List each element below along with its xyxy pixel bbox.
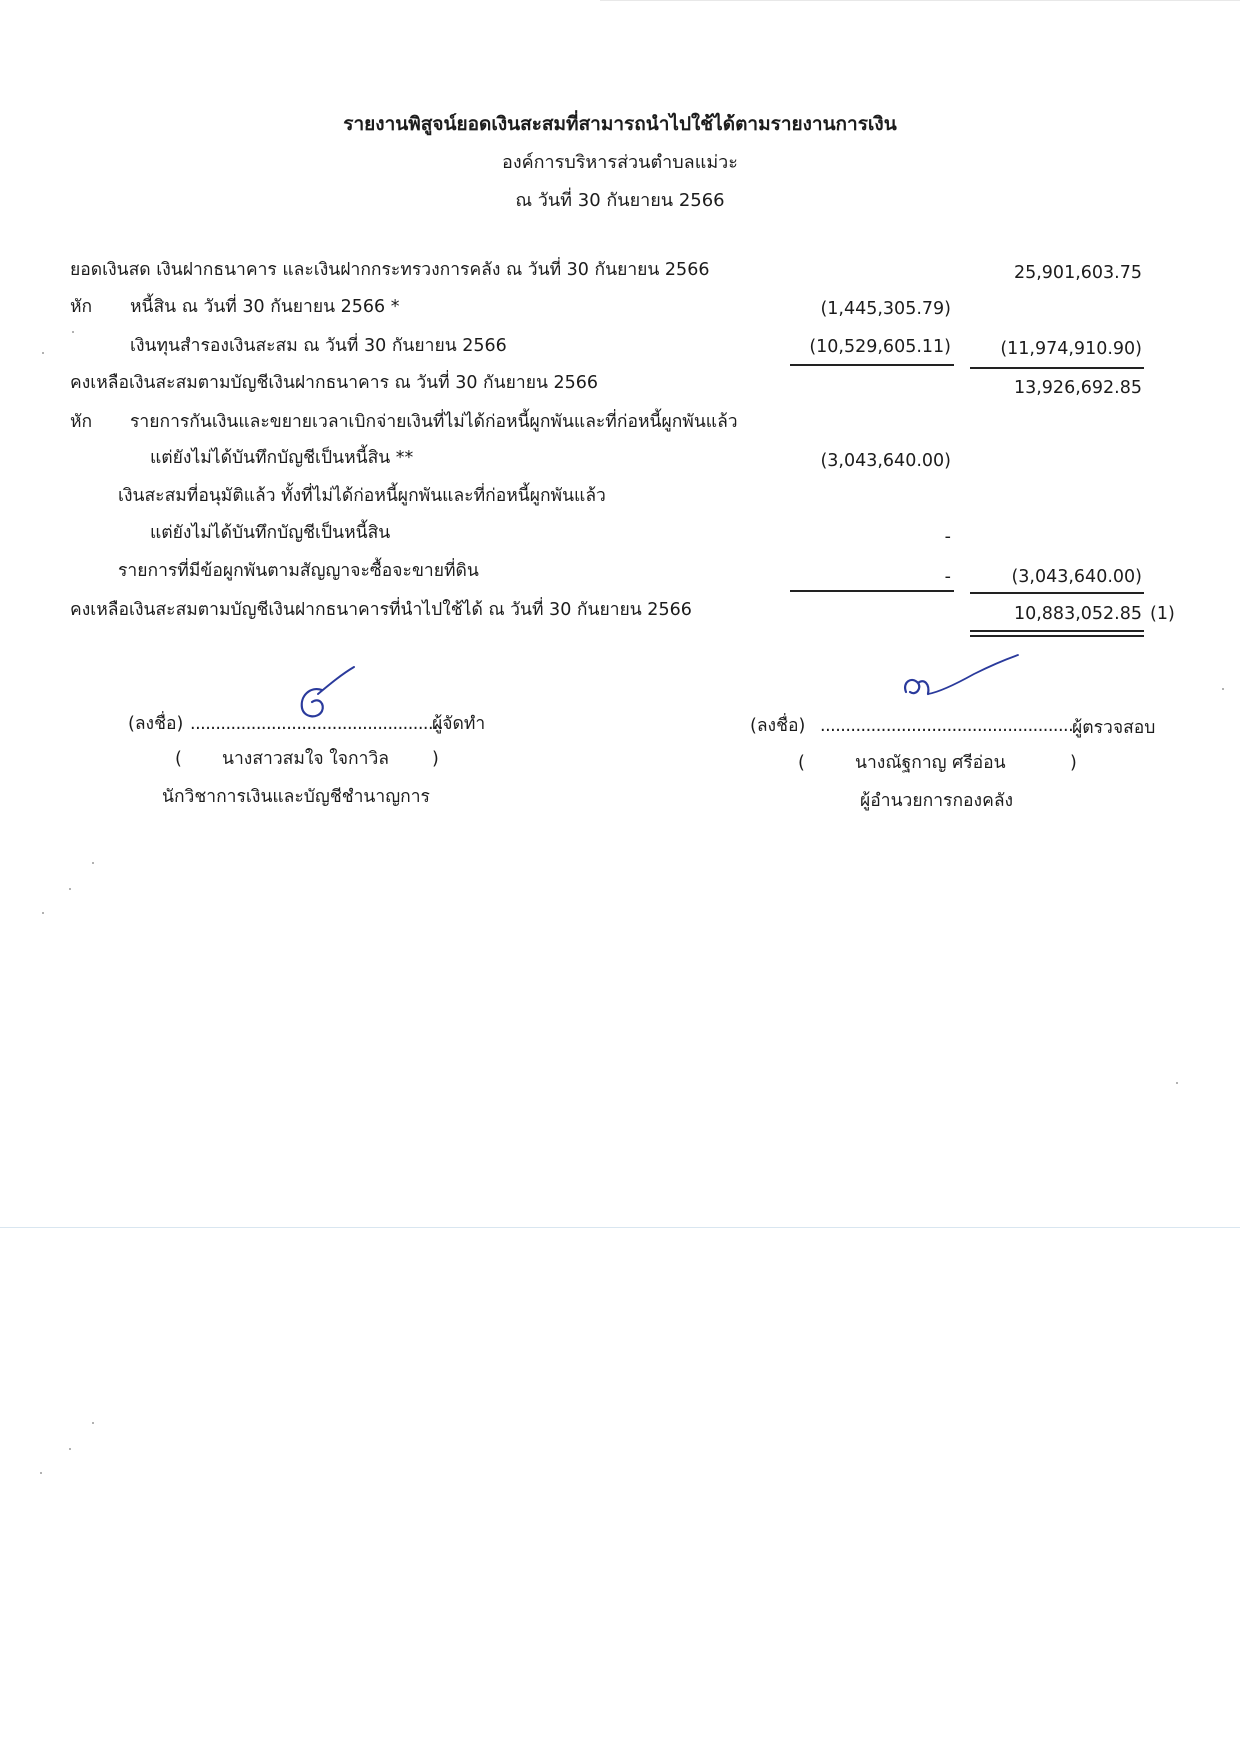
close-paren: ) xyxy=(432,749,439,769)
less-label: หัก xyxy=(70,297,93,317)
scan-speck xyxy=(42,352,44,354)
liabilities-amount: (1,445,305.79) xyxy=(820,299,951,319)
reserve-fund-label: เงินทุนสำรองเงินสะสม ณ วันที่ 30 กันยายน 2566 xyxy=(130,336,507,356)
scan-speck xyxy=(72,331,74,333)
reviewer-role: ผู้ตรวจสอบ xyxy=(1072,718,1156,738)
signature-dotted-line: .................................................. xyxy=(190,714,444,734)
scan-speck xyxy=(69,1448,71,1450)
scan-speck xyxy=(40,1472,42,1474)
remaining-balance-label: คงเหลือเงินสะสมตามบัญชีเงินฝากธนาคาร ณ วันที่ 30 กันยายน 2566 xyxy=(70,373,599,393)
approved-accumulated-label-line1: เงินสะสมที่อนุมัติแล้ว ทั้งที่ไม่ได้ก่อหนี้ผูกพันและที่ก่อหนี้ผูกพันแล้ว xyxy=(118,486,606,506)
preparer-role: ผู้จัดทำ xyxy=(432,714,486,734)
remaining-balance-total: 13,926,692.85 xyxy=(1013,378,1142,398)
preparer-signature-icon xyxy=(292,664,362,728)
reserved-extended-label-line2: แต่ยังไม่ได้บันทึกบัญชีเป็นหนี้สิน ** xyxy=(150,448,414,468)
reviewer-name: นางณัฐกาญ ศรีอ่อน xyxy=(855,753,1006,773)
subtotal-rule xyxy=(970,592,1144,594)
liabilities-label: หนี้สิน ณ วันที่ 30 กันยายน 2566 * xyxy=(130,297,400,317)
preparer-name: นางสาวสมใจ ใจกาวิล xyxy=(222,749,390,769)
close-paren: ) xyxy=(1070,753,1077,773)
preparer-position: นักวิชาการเงินและบัญชีชำนาญการ xyxy=(162,787,430,807)
scan-artifact-line xyxy=(0,1227,1240,1228)
report-title: รายงานพิสูจน์ยอดเงินสะสมที่สามารถนำไปใช้ได้ตามรายงานการเงิน xyxy=(343,113,897,135)
report-date: ณ วันที่ 30 กันยายน 2566 xyxy=(515,190,725,211)
scan-speck xyxy=(42,912,44,914)
land-contract-label: รายการที่มีข้อผูกพันตามสัญญาจะซื้อจะขายที่ดิน xyxy=(118,561,479,581)
land-contract-amount: - xyxy=(944,567,951,587)
subtotal-rule xyxy=(790,590,954,592)
approved-accumulated-label-line2: แต่ยังไม่ได้บันทึกบัญชีเป็นหนี้สิน xyxy=(150,523,391,543)
reviewer-signature-icon xyxy=(898,652,1024,712)
subtotal-rule xyxy=(790,364,954,366)
reserve-fund-amount: (10,529,605.11) xyxy=(809,337,951,357)
scan-speck xyxy=(69,888,71,890)
footnote-marker: (1) xyxy=(1150,604,1175,624)
cash-balance-label: ยอดเงินสด เงินฝากธนาคาร และเงินฝากกระทรวงการคลัง ณ วันที่ 30 กันยายน 2566 xyxy=(70,260,710,280)
organization-name: องค์การบริหารส่วนตำบลแม่วะ xyxy=(502,152,738,173)
sign-prefix: (ลงชื่อ) xyxy=(750,716,806,736)
subtotal-rule xyxy=(970,367,1144,369)
scan-edge xyxy=(600,0,1240,1)
reviewer-position: ผู้อำนวยการกองคลัง xyxy=(860,791,1014,811)
open-paren: ( xyxy=(798,753,805,773)
open-paren: ( xyxy=(175,749,182,769)
signature-dotted-line: .................................................. xyxy=(820,716,1074,736)
grand-total-double-rule xyxy=(970,635,1144,637)
available-balance-total: 10,883,052.85 xyxy=(1013,604,1142,624)
scan-speck xyxy=(1222,688,1224,690)
grand-total-double-rule xyxy=(970,630,1144,632)
land-contract-total: (3,043,640.00) xyxy=(1011,567,1142,587)
less-label: หัก xyxy=(70,412,93,432)
scan-speck xyxy=(92,1422,94,1424)
available-balance-label: คงเหลือเงินสะสมตามบัญชีเงินฝากธนาคารที่นำไปใช้ได้ ณ วันที่ 30 กันยายน 2566 xyxy=(70,600,692,620)
sign-prefix: (ลงชื่อ) xyxy=(128,714,184,734)
scan-speck xyxy=(92,862,94,864)
cash-balance-total: 25,901,603.75 xyxy=(1013,263,1142,283)
scan-speck xyxy=(1176,1082,1178,1084)
approved-accumulated-amount: - xyxy=(944,527,951,547)
reserved-extended-amount: (3,043,640.00) xyxy=(820,451,951,471)
reserved-extended-label-line1: รายการกันเงินและขยายเวลาเบิกจ่ายเงินที่ไม่ได้ก่อหนี้ผูกพันและที่ก่อหนี้ผูกพันแล้ว xyxy=(130,412,738,432)
reserve-fund-total: (11,974,910.90) xyxy=(1000,339,1142,359)
